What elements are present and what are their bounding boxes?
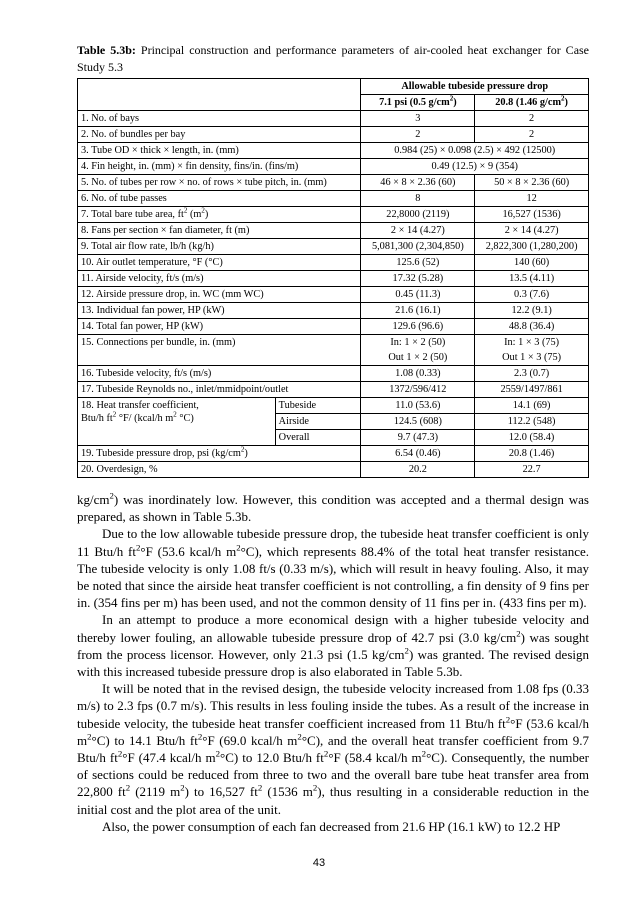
table-row bbox=[78, 191, 589, 207]
row-label: 19. Tubeside pressure drop, psi $(kg/cm^2)$ bbox=[78, 446, 361, 462]
paragraph: In an attempt to produce a more economical design with a higher tubeside velocity and thereby lower fouling, an allowable tubeside pressure drop of 42.7 psi (3.0 $kg/cm^2$) was sought from the process licensor. However, only 21.3 psi (1.5 $kg/cm^2$) was granted. The revised design with this increased tubeside pressure drop is also elaborated in Table 5.3b. bbox=[77, 612, 589, 680]
table-row bbox=[78, 287, 589, 303]
row-label: 5. No. of tubes per row × no. of rows × tube pitch, in. (mm) bbox=[78, 175, 361, 191]
row-value-2: 112.2 (548) bbox=[475, 414, 589, 430]
row-label: 2. No. of bundles per bay bbox=[78, 127, 361, 143]
caption-label: Table 5.3b: bbox=[77, 43, 136, 57]
caption-text: Principal construction and performance parameters of air-cooled heat exchanger for Case Study 5.3 bbox=[77, 43, 590, 74]
row-label: 8. Fans per section × fan diameter, ft (m) bbox=[78, 223, 361, 239]
row-value-1: 0.45 (11.3) bbox=[361, 287, 475, 303]
row-value-2: In: 1 × 3 (75) bbox=[475, 335, 589, 351]
row-value-2: 20.8 (1.46) bbox=[475, 446, 589, 462]
row-label: 4. Fin height, in. (mm) × fin density, fins/in. (fins/m) bbox=[78, 159, 361, 175]
table-row bbox=[78, 239, 589, 255]
sub-label: Overall bbox=[275, 430, 361, 446]
table-row bbox=[78, 319, 589, 335]
row-value-1: 2 bbox=[361, 127, 475, 143]
row-value-1: 3 bbox=[361, 111, 475, 127]
row-value-1: 1.08 (0.33) bbox=[361, 366, 475, 382]
col1-header: 7.1 psi (0.5 $g/cm^2$) bbox=[361, 95, 475, 111]
row-value-2: 0.3 (7.6) bbox=[475, 287, 589, 303]
row-value-2: 2 × 14 (4.27) bbox=[475, 223, 589, 239]
table-row bbox=[78, 207, 589, 223]
row-value-1: 21.6 (16.1) bbox=[361, 303, 475, 319]
row-value-1: Out 1 × 2 (50) bbox=[361, 350, 475, 366]
parameters-table bbox=[77, 78, 589, 478]
row-label: 6. No. of tube passes bbox=[78, 191, 361, 207]
row-value-2: 14.1 (69) bbox=[475, 398, 589, 414]
row-value-1: 6.54 (0.46) bbox=[361, 446, 475, 462]
header-blank-cell bbox=[78, 79, 361, 95]
row-value-1: 8 bbox=[361, 191, 475, 207]
row-value-2: 12.2 (9.1) bbox=[475, 303, 589, 319]
row-label: 14. Total fan power, HP (kW) bbox=[78, 319, 361, 335]
table-header-row bbox=[78, 79, 589, 95]
group-header: Allowable tubeside pressure drop bbox=[361, 79, 589, 95]
table-row bbox=[78, 223, 589, 239]
row-value-2: 48.8 (36.4) bbox=[475, 319, 589, 335]
row-value-2: 2.3 (0.7) bbox=[475, 366, 589, 382]
row-value-1: 9.7 (47.3) bbox=[361, 430, 475, 446]
table-caption bbox=[77, 42, 589, 76]
row-label: 7. Total bare tube area, $ft^2$ $(m^2)$ bbox=[78, 207, 361, 223]
paragraph: Also, the power consumption of each fan decreased from 21.6 HP (16.1 kW) to 12.2 HP bbox=[102, 818, 561, 834]
paragraph: $kg/cm^2$) was inordinately low. However, this condition was accepted and a thermal design was prepared, as shown in Table 5.3b. bbox=[77, 490, 589, 525]
row-value-1: 1372/596/412 bbox=[361, 382, 475, 398]
table-row bbox=[78, 255, 589, 271]
body-text bbox=[77, 491, 589, 835]
row-value-1: 22,8000 (2119) bbox=[361, 207, 475, 223]
sub-label: Tubeside bbox=[275, 398, 361, 414]
row-value-1: In: 1 × 2 (50) bbox=[361, 335, 475, 351]
row-value-1: 129.6 (96.6) bbox=[361, 319, 475, 335]
row-label: 11. Airside velocity, ft/s (m/s) bbox=[78, 271, 361, 287]
row-label: 1. No. of bays bbox=[78, 111, 361, 127]
row-label: 9. Total air flow rate, lb/h (kg/h) bbox=[78, 239, 361, 255]
col2-header: 20.8 (1.46 $g/cm^2$) bbox=[475, 95, 589, 111]
table-row bbox=[78, 382, 589, 398]
row-value-1: 17.32 (5.28) bbox=[361, 271, 475, 287]
row-label: 3. Tube OD × thick × length, in. (mm) bbox=[78, 143, 361, 159]
row-label: 15. Connections per bundle, in. (mm) bbox=[78, 335, 361, 366]
row-label: 12. Airside pressure drop, in. WC (mm WC) bbox=[78, 287, 361, 303]
row-value-merged: 0.49 (12.5) × 9 (354) bbox=[361, 159, 589, 175]
table-row bbox=[78, 159, 589, 175]
table-row bbox=[78, 446, 589, 462]
table-row bbox=[78, 127, 589, 143]
row-label: 18. Heat transfer coefficient, Btu/h $ft^2$ °F/ (kcal/h $m^2$ °C) bbox=[78, 398, 276, 446]
row-label: 16. Tubeside velocity, ft/s (m/s) bbox=[78, 366, 361, 382]
table-header-row bbox=[78, 95, 589, 111]
row-value-1: 5,081,300 (2,304,850) bbox=[361, 239, 475, 255]
row-value-2: 2,822,300 (1,280,200) bbox=[475, 239, 589, 255]
table-row bbox=[78, 303, 589, 319]
row-value-1: 46 × 8 × 2.36 (60) bbox=[361, 175, 475, 191]
table-row bbox=[78, 271, 589, 287]
paragraph: Due to the low allowable tubeside pressure drop, the tubeside heat transfer coefficient is only 11 Btu/h $ft^2^\circ F$ (53.6 kcal/h $m^2^\circ C$), which represents 88.4% of the total heat transfer resistance. The tubeside velocity is only 1.08 ft/s (0.33 m/s), which will result in heavy fouling. Also, it may be noted that since the airside heat transfer coefficient is not controlling, a fin density of 9 fins per in. (354 fins per m) has been used, and not the common density of 11 fins per in. (433 fins per m). bbox=[77, 526, 589, 611]
table-row bbox=[78, 462, 589, 478]
table-row bbox=[78, 175, 589, 191]
row-label: 17. Tubeside Reynolds no., inlet/mmidpoint/outlet bbox=[78, 382, 361, 398]
row-value-2: 140 (60) bbox=[475, 255, 589, 271]
row-value-2: 2 bbox=[475, 127, 589, 143]
header-blank-cell bbox=[78, 95, 361, 111]
row-value-2: 2559/1497/861 bbox=[475, 382, 589, 398]
sub-label: Airside bbox=[275, 414, 361, 430]
row-value-1: 125.6 (52) bbox=[361, 255, 475, 271]
row-value-2: 13.5 (4.11) bbox=[475, 271, 589, 287]
row-label: 13. Individual fan power, HP (kW) bbox=[78, 303, 361, 319]
row-value-merged: 0.984 (25) × 0.098 (2.5) × 492 (12500) bbox=[361, 143, 589, 159]
row-value-1: 124.5 (608) bbox=[361, 414, 475, 430]
table-row bbox=[78, 398, 589, 414]
row-label: 20. Overdesign, % bbox=[78, 462, 361, 478]
row-label: 10. Air outlet temperature, °F (°C) bbox=[78, 255, 361, 271]
row-value-1: 2 × 14 (4.27) bbox=[361, 223, 475, 239]
row-value-2: 2 bbox=[475, 111, 589, 127]
table-row bbox=[78, 335, 589, 351]
row-value-1: 20.2 bbox=[361, 462, 475, 478]
paragraph: It will be noted that in the revised design, the tubeside velocity increased from 1.08 fps (0.33 m/s) to 2.3 fps (0.7 m/s). This results in less fouling inside the tubes. As a result of the increase in tubeside velocity, the tubeside heat transfer coefficient increased from 11 Btu/h $ft^2^\circ F$ (53.6 kcal/h $m^2^\circ C$) to 14.1 Btu/h $ft^2^\circ F$ (69.0 kcal/h $m^2^\circ C$), and the overall heat transfer coefficient from 9.7 Btu/h $ft^2^\circ F$ (47.4 kcal/h $m^2^\circ C$) to 12.0 Btu/h $ft^2^\circ F$ (58.4 kcal/h $m^2^\circ C$). Consequently, the number of sections could be reduced from three to two and the overall bare tube heat transfer area from 22,800 $ft^2$ (2119 $m^2$) to 16,527 $ft^2$ (1536 $m^2$), thus resulting in a considerable reduction in the initial cost and the plot area of the unit. bbox=[77, 681, 589, 817]
row-value-2: 16,527 (1536) bbox=[475, 207, 589, 223]
table-row bbox=[78, 143, 589, 159]
row-value-2: 50 × 8 × 2.36 (60) bbox=[475, 175, 589, 191]
table-row bbox=[78, 366, 589, 382]
row-value-2: 12 bbox=[475, 191, 589, 207]
row-value-1: 11.0 (53.6) bbox=[361, 398, 475, 414]
page-number: 43 bbox=[312, 857, 326, 869]
row-value-2: 12.0 (58.4) bbox=[475, 430, 589, 446]
table-row bbox=[78, 111, 589, 127]
row-value-2: 22.7 bbox=[475, 462, 589, 478]
row-value-2: Out 1 × 3 (75) bbox=[475, 350, 589, 366]
